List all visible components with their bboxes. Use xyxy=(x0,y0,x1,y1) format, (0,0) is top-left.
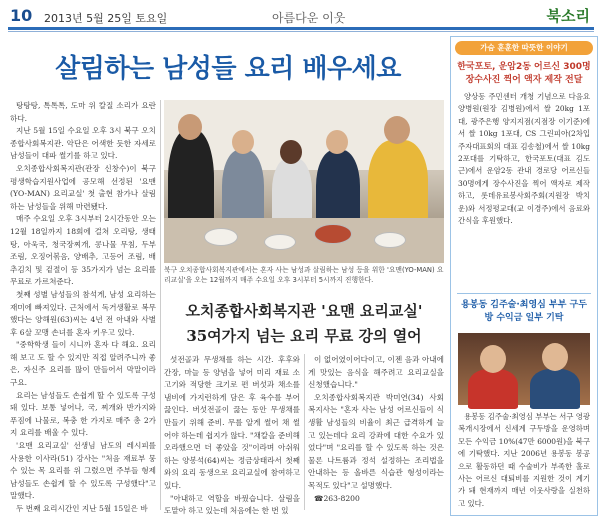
paragraph: 오치종합사회복지관(관장 신창수)이 북구 평생학습지원사업에 공모해 선정된 '요맨(YO-MAN) 요리교실' 첫 출현 참가나 살림하는 남성들을 위해 마련됐다. xyxy=(10,163,156,211)
brand-logo: 북소리 xyxy=(546,7,590,25)
photo-caption: 북구 오치종합사회복지관에서는 혼자 사는 남성과 살림하는 남성 등을 위한 '요맨(YO-MAN) 요리교실'을 오는 12월까지 매주 수요일 오후 3시부터 5시까지 진행한다. xyxy=(164,266,444,284)
paragraph: "중학학생 들이 시니까 혼자 다 해요. 요리해 보고 도 할 수 있지만 직접 알려주니까 좋은, 자신주 요리를 많이 만들어서 막말이라구요. xyxy=(10,340,156,388)
paragraph: 이 없어였이어다이고, 이젠 음과 아내에게 맛있는 음식을 해주려고 요리교실을 신청했습니다." xyxy=(308,355,444,390)
sidebar-story2-title: 용봉동 김주술·최영심 부부 구두방 수익금 일부 기탁 xyxy=(461,300,587,323)
section-title: 아름다운 이웃 xyxy=(272,11,346,25)
sidebar-box xyxy=(450,36,598,516)
contact-phone: ☎263-8200 xyxy=(314,493,360,503)
paragraph: 요리는 남성들도 손쉽게 할 수 있도록 구성돼 있다. 보통 넣어나, 국, 찌개와 반가지와 푸짐에 나물로, 복충 한 가지로 매주 총 2가지 요리를 배울 수 있다. xyxy=(10,390,156,438)
sidebar-story1-title: 한국포토, 운암2동 어르신 300명 장수사진 찍어 액자 제작 전달 xyxy=(457,62,591,85)
page-number: 10 xyxy=(10,6,33,25)
article-column-2 xyxy=(164,354,300,516)
paragraph: 첫째 성별 남성들의 참석게, 남성 요리하는 재미에 빠져있다. 근처에서 독거생활로 복무했다는 양해원(63)씨는 4년 전 아내와 사별 후 6살 꼬맹 손녀를 혼자 키우고 있다. xyxy=(10,289,156,337)
subheadline-2: 35여가지 넘는 요리 무료 강의 열어 xyxy=(186,327,422,345)
cooking-class-photo xyxy=(164,100,444,263)
page-header xyxy=(8,4,594,26)
paragraph: 용봉동 김주술·최영심 부부는 서구 영광 복개시장에서 신세계 구두방을 운영하며 모든 수익금 10%(47만 6000원)을 북구에 기탁했다. 지난 2006년 용봉동 봉공으로 활동하던 때 수술비가 부족한 홀로 사는 어르신 대퇴비를 지원한 것이 계기가 돼 현재까지 매년 이웃사랑을 실천하고 있다. xyxy=(458,412,590,508)
article-column-3 xyxy=(308,354,444,510)
paragraph: 탕탕탕, 톡톡톡, 도마 위 칼질 소리가 요란하다. xyxy=(10,101,156,123)
header-rule-thin xyxy=(8,31,594,32)
paragraph: 두 번째 요리시간인 지난 5월 15일은 바 xyxy=(16,504,148,513)
paragraph: '요맨 요리교실' 선생님 남도의 레시피를 사용한 이사라(51) 강사는 "처음 재료부 뭉 수 있는 목 요리를 위 그렸으면 주부들 형제 남성들도 손쉽게 할 수 있도록 구성했다"고 말했다. xyxy=(10,441,156,501)
sidebar-story2-body xyxy=(458,411,590,511)
header-rule xyxy=(8,27,594,30)
paragraph: 매주 수요일 오후 3시부터 2시간동안 오는 12월 18일까지 18회에 걸쳐 오리탕, 생태탕, 아욱국, 청국장찌개, 콩나물 무침, 두부조림, 오징어볶음, 양배추, 고등어 조림, 배추김치 및 겉절이 등 35가지가 넘는 요리를 무료로 가르쳐준다. xyxy=(10,214,156,287)
sidebar-story1-body xyxy=(458,91,590,289)
sidebar-tag: 가슴 훈훈한 따뜻한 이야기 xyxy=(455,41,593,55)
paragraph: 섯전골과 무생채를 하는 시간. 후후와 간장, 마늘 등 양념을 넣어 미리 재료 소고기와 적당한 크기로 편 버섯과 채소를 냄비에 가지런하게 담은 후 육수를 부어 끓인다. 버섯전골이 끓는 동안 무생채를 만들기 위해 준비. 무를 알게 썰어 채 썰어야 하는데 쉽지가 않다. "채칼을 준비해 오라했으면 더 좋았을 것"이라며 아쉬워하는 양봉석(64)씨는 정금상태라서 첫째와의 요리 동생으로 요리교실에 참여하고 있다. xyxy=(164,355,300,490)
column-divider xyxy=(304,354,305,510)
column-divider xyxy=(160,100,161,510)
main-headline: 살림하는 남성들 요리 배우세요 xyxy=(55,54,401,84)
paragraph: 오치종합사회복지관 박미연(34) 사회복지사는 "혼자 사는 남성 어르신들이 식생활 남성들의 비율이 최근 급격하게 늘고 있는데다 요리 강좌에 대한 수요가 있었다"며 "요리를 할 수 있도록 하는 것은 물론 나트륨과 정석 설정하는 조리법을 안내하는 등 올바른 식습관 형성이라는 목적도 있다"고 설명했다. xyxy=(308,392,444,490)
article-column-1 xyxy=(10,100,156,513)
sidebar-divider xyxy=(457,293,591,294)
paragraph: 지난 5월 15일 수요일 오후 3시 북구 오치종합사회복지관. 악단은 어색한 듯한 자세로 남성들이 대파 썰기를 하고 있다. xyxy=(10,126,156,161)
issue-date: 2013년 5월 25일 토요일 xyxy=(44,12,168,25)
subheadline-1: 오치종합사회복지관 '요맨 요리교실' xyxy=(185,302,423,320)
couple-photo xyxy=(458,333,590,405)
paragraph: "아내하고 역할을 바꿨습니다. 살림을 도맡아 하고 있는데 처음에는 한 번 있 xyxy=(164,493,300,516)
paragraph: 양상동 주민센터 개청 기념으로 다음요양병원(원장 김병원)에서 쌀 20kg 1포대, 광주은행 양지지점(지점장 이기준)에서 쌀 10kg 1포대, CS 그린피아(2차입주자대표회의 대표 김송철)에서 쌀 10kg 2포대를 기탁하고, 한국포토(대표 김도근)에서 운암2동 관내 경로당 어르신들 30명에게 장수사진을 찍어 액자로 제작하고, 롯데유료봉사회주회(지원장 박치운)와 서정평교대(교 이경주)에서 음료와 간식을 후원했다. xyxy=(458,92,590,226)
